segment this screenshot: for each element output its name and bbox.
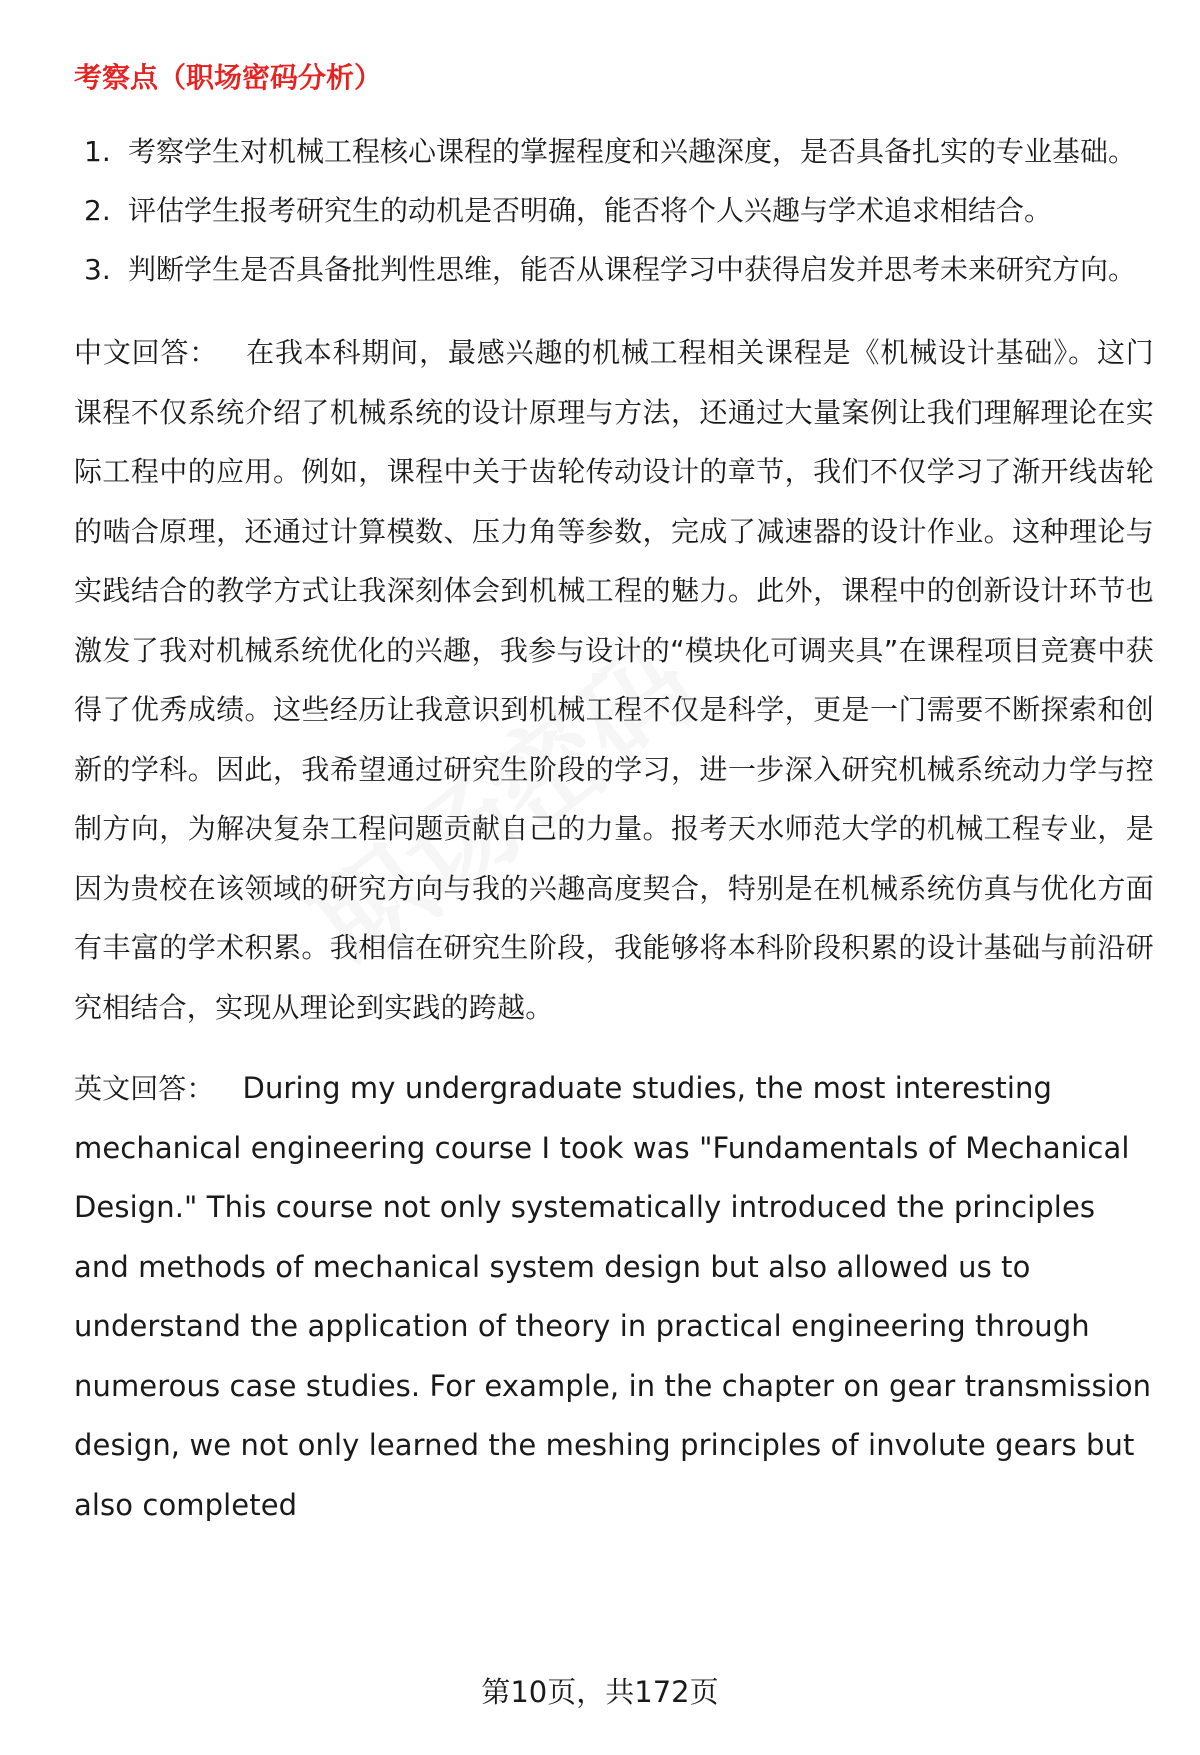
list-item [74,240,1154,299]
list-item-text: 判断学生是否具备批判性思维，能否从课程学习中获得启发并思考未来研究方向。 [128,253,1137,286]
list-item-number: 2. [84,194,111,227]
english-answer [74,1059,1154,1535]
chinese-answer-label: 中文回答： [74,336,219,369]
section-title: 考察点（职场密码分析） [74,61,383,94]
points-list [74,122,1154,299]
list-item-number: 1. [84,135,111,168]
document-page [74,60,1154,1535]
list-item-text: 考察学生对机械工程核心课程的掌握程度和兴趣深度，是否具备扎实的专业基础。 [128,135,1137,168]
list-item [74,181,1154,240]
list-item [74,122,1154,181]
chinese-answer-text: 在我本科期间，最感兴趣的机械工程相关课程是《机械设计基础》。这门课程不仅系统介绍了机械系统的设计原理与方法，还通过大量案例让我们理解理论在实际工程中的应用。例如，课程中关于齿轮传动设计的章节，我们不仅学习了渐开线齿轮的啮合原理，还通过计算模数、压力角等参数，完成了减速器的设计作业。这种理论与实践结合的教学方式让我深刻体会到机械工程的魅力。此外，课程中的创新设计环节也激发了我对机械系统优化的兴趣，我参与设计的“模块化可调夹具”在课程项目竞赛中获得了优秀成绩。这些经历让我意识到机械工程不仅是科学，更是一门需要不断探索和创新的学科。因此，我希望通过研究生阶段的学习，进一步深入研究机械系统动力学与控制方向，为解决复杂工程问题贡献自己的力量。报考天水师范大学的机械工程专业，是因为贵校在该领域的研究方向与我的兴趣高度契合，特别是在机械系统仿真与优化方面有丰富的学术积累。我相信在研究生阶段，我能够将本科阶段积累的设计基础与前沿研究相结合，实现从理论到实践的跨越。 [74,336,1154,1024]
list-item-number: 3. [84,253,111,286]
chinese-answer [74,323,1154,1037]
english-answer-label: 英文回答： [74,1072,215,1105]
list-item-text: 评估学生报考研究生的动机是否明确，能否将个人兴趣与学术追求相结合。 [128,194,1053,227]
page-number: 第10页，共172页 [481,1675,719,1709]
english-answer-text: During my undergraduate studies, the most interesting mechanical engineering course I took was "Fundamentals of Mechanical Design." This course not only systematically introduced the principles and methods of mechanical system design but also allowed us to understand the application of theory in practical engineering through numerous case studies. For example, in the chapter on gear transmission design, we not only learned the meshing principles of involute gears but also completed [74,1071,1152,1522]
